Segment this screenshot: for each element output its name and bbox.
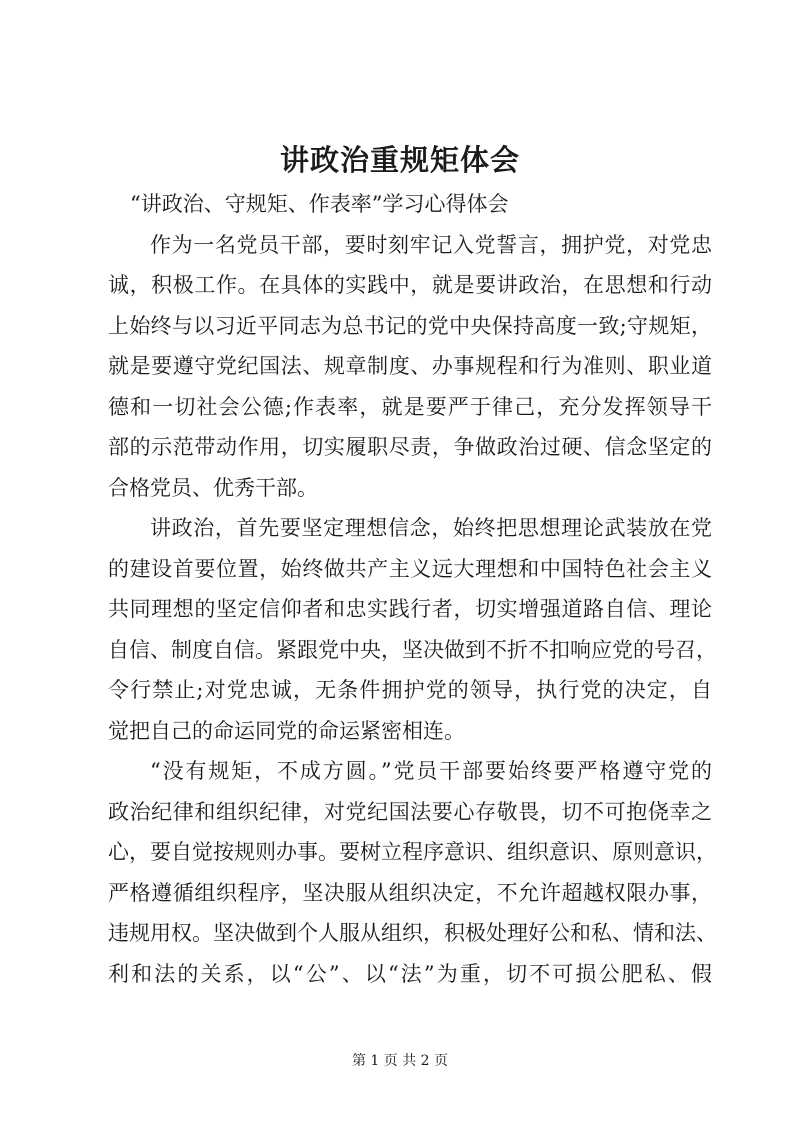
paragraph-line: 令行禁止;对党忠诚，无条件拥护党的领导，执行党的决定，自 bbox=[108, 678, 712, 702]
document-title: 讲政治重规矩体会 bbox=[279, 143, 520, 177]
paragraph-line: 德和一切社会公德;作表率，就是要严于律己，充分发挥领导干 bbox=[108, 394, 712, 419]
paragraph-line: 利和法的关系，以“公”、以“法”为重，切不可损公肥私、假 bbox=[108, 961, 712, 986]
paragraph-line: 部的示范带动作用，切实履职尽责，争做政治过硬、信念坚定的 bbox=[108, 435, 712, 459]
document-body bbox=[108, 184, 717, 994]
paragraph-line: 自信、制度自信。紧跟党中央，坚决做到不折不扣响应党的号召， bbox=[108, 637, 717, 662]
paragraph-line: 作为一名党员干部，要时刻牢记入党誓言，拥护党，对党忠 bbox=[150, 232, 712, 257]
paragraph-line: 的建设首要位置，始终做共产主义远大理想和中国特色社会主义 bbox=[108, 556, 712, 581]
paragraph-line: 就是要遵守党纪国法、规章制度、办事规程和行为准则、职业道 bbox=[108, 354, 712, 378]
document-subtitle: “讲政治、守规矩、作表率”学习心得体会 bbox=[130, 192, 509, 216]
paragraph-line: 政治纪律和组织纪律，对党纪国法要心存敬畏，切不可抱侥幸之 bbox=[108, 799, 712, 824]
paragraph-line: 觉把自己的命运同党的命运紧密相连。 bbox=[108, 718, 465, 743]
paragraph-line: 讲政治，首先要坚定理想信念，始终把思想理论武装放在党 bbox=[150, 516, 712, 540]
paragraph-line: 合格党员、优秀干部。 bbox=[108, 475, 318, 500]
page-footer: 第 1 页 共 2 页 bbox=[351, 1053, 449, 1069]
paragraph-line: 严格遵循组织程序，坚决服从组织决定，不允许超越权限办事， bbox=[108, 880, 712, 905]
paragraph-line: 心，要自觉按规则办事。要树立程序意识、组织意识、原则意识， bbox=[108, 840, 717, 864]
paragraph-line: 上始终与以习近平同志为总书记的党中央保持高度一致;守规矩， bbox=[108, 313, 712, 338]
paragraph-line: 诚，积极工作。在具体的实践中，就是要讲政治，在思想和行动 bbox=[108, 273, 712, 297]
paragraph-line: 违规用权。坚决做到个人服从组织，积极处理好公和私、情和法、 bbox=[108, 921, 717, 945]
paragraph-line: 共同理想的坚定信仰者和忠实践行者，切实增强道路自信、理论 bbox=[108, 597, 712, 621]
paragraph-line: “没有规矩，不成方圆。”党员干部要始终要严格遵守党的 bbox=[150, 759, 712, 783]
